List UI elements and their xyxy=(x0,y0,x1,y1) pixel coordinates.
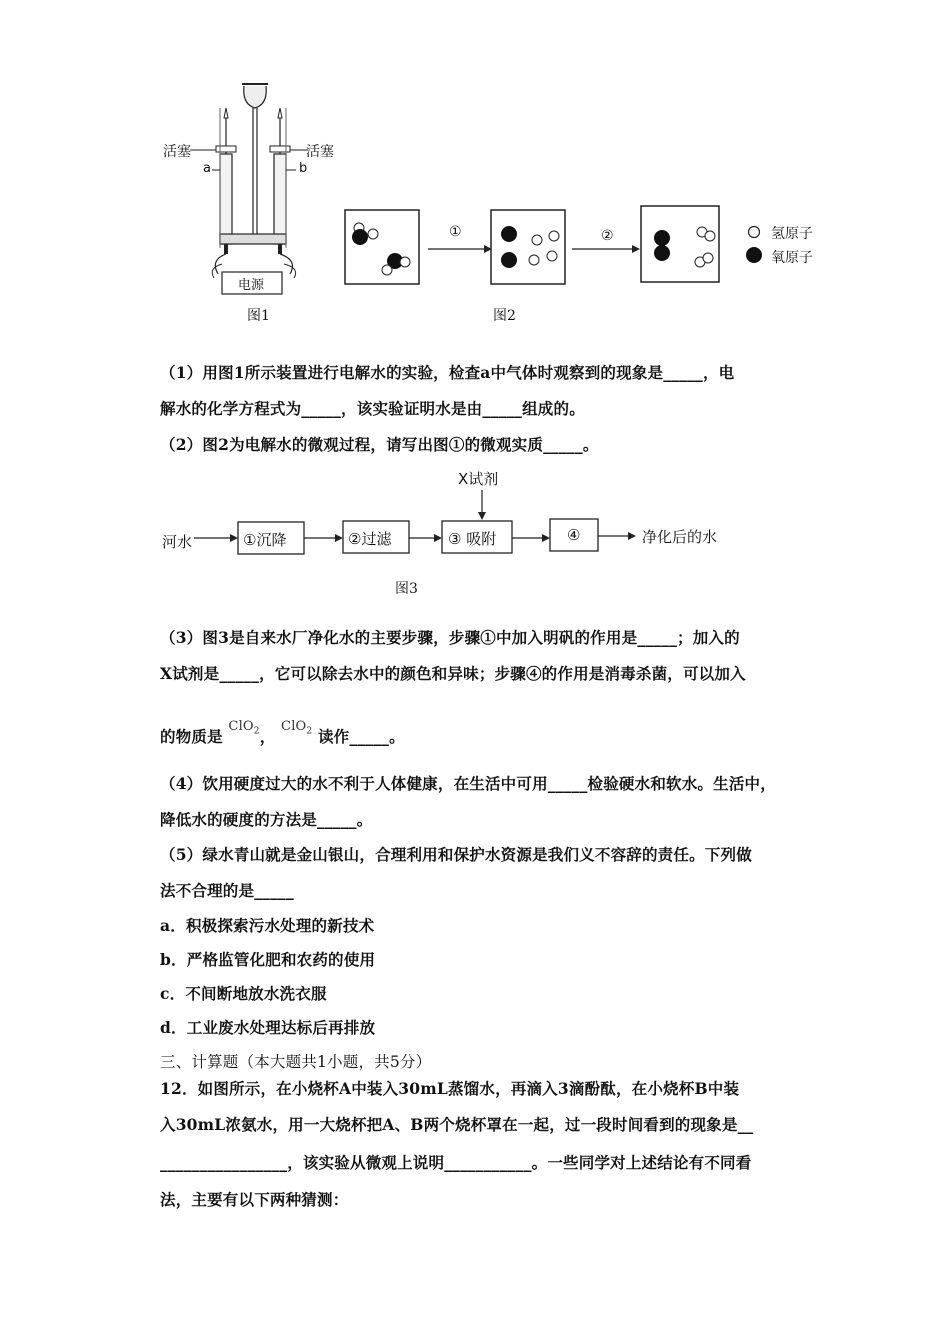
question-5-line-1: （5）绿水青山就是金山银山，合理利用和保护水资源是我们义不容辞的责任。下列做 xyxy=(160,845,752,864)
question-3-line-3-end: 读作_____。 xyxy=(317,727,405,746)
question-2: （2）图2为电解水的微观过程，请写出图①的微观实质_____。 xyxy=(160,435,599,454)
question-12-line-4: 法，主要有以下两种猜测： xyxy=(160,1190,349,1209)
x-reagent-label: X试剂 xyxy=(458,470,499,488)
step-3-label: ③ 吸附 xyxy=(448,530,497,548)
legend-oxygen-label: 氧原子 xyxy=(771,250,813,266)
question-4-line-2: 降低水的硬度的方法是_____。 xyxy=(160,810,373,829)
figure-1-caption: 图1 xyxy=(247,308,270,324)
figure-2-caption: 图2 xyxy=(493,308,516,324)
question-1-line-1: （1）用图1所示装置进行电解水的实验，检查a中气体时观察到的现象是_____，电 xyxy=(160,363,735,382)
question-4-line-1: （4）饮用硬度过大的水不利于人体健康，在生活中可用_____检验硬水和软水。生活中， xyxy=(160,774,776,793)
box-water-molecules xyxy=(345,210,419,284)
question-3-line-2: X试剂是_____，它可以除去水中的颜色和异味；步骤④的作用是消毒杀菌，可以加入 xyxy=(160,664,746,683)
purified-water-label: 净化后的水 xyxy=(642,528,718,546)
question-12-line-1: 12．如图所示，在小烧杯A中装入30mL蒸馏水，再滴入3滴酚酞，在小烧杯B中装 xyxy=(160,1079,740,1098)
figure-3-caption: 图3 xyxy=(395,581,418,597)
tube-b-label: b xyxy=(299,161,308,176)
box-separated-atoms xyxy=(491,210,565,284)
process-step-2-label: ② xyxy=(601,228,614,244)
legend-hydrogen-icon xyxy=(746,224,762,240)
stopcock-right-label: 活塞 xyxy=(306,144,334,160)
stopcock-left-label: 活塞 xyxy=(163,144,191,160)
figure-1-electrolysis-apparatus xyxy=(150,78,350,300)
question-3-line-3-start: 的物质是 xyxy=(160,727,223,746)
step-1-label: ①沉降 xyxy=(243,531,287,549)
step-4-label: ④ xyxy=(567,526,581,544)
comma: ， xyxy=(259,727,276,746)
section-3-heading: 三、计算题（本大题共1小题，共5分） xyxy=(160,1053,432,1071)
question-3-line-3 xyxy=(160,719,405,749)
river-water-label: 河水 xyxy=(162,533,193,551)
option-d: d．工业废水处理达标后再排放 xyxy=(160,1018,376,1037)
option-b: b．严格监管化肥和农药的使用 xyxy=(160,950,376,969)
step-2-label: ②过滤 xyxy=(348,530,392,548)
power-supply-label: 电源 xyxy=(238,278,265,293)
formula-chlorine-dioxide-2: ClO2 xyxy=(281,719,313,737)
legend-hydrogen-label: 氢原子 xyxy=(771,226,813,242)
option-a: a．积极探索污水处理的新技术 xyxy=(160,916,375,935)
tube-a-label: a xyxy=(203,161,211,176)
formula-chlorine-dioxide-1: ClO2 xyxy=(228,719,260,737)
box-gas-molecules xyxy=(641,206,719,282)
figure-2-micro-process xyxy=(340,204,730,290)
question-12-line-3: ________________，该实验从微观上说明___________。一些同学对上述结论有不同看 xyxy=(160,1153,752,1172)
question-5-line-2: 法不合理的是_____ xyxy=(160,881,294,900)
legend-oxygen-icon xyxy=(744,245,764,265)
question-3-line-1: （3）图3是自来水厂净化水的主要步骤，步骤①中加入明矾的作用是_____；加入的 xyxy=(160,628,740,647)
option-c: c．不间断地放水洗衣服 xyxy=(160,984,327,1003)
question-12-line-2: 入30mL浓氨水，用一大烧杯把A、B两个烧杯罩在一起，过一段时间看到的现象是__ xyxy=(160,1115,754,1134)
process-step-1-label: ① xyxy=(449,224,462,240)
question-1-line-2: 解水的化学方程式为_____，该实验证明水是由_____组成的。 xyxy=(160,399,585,418)
